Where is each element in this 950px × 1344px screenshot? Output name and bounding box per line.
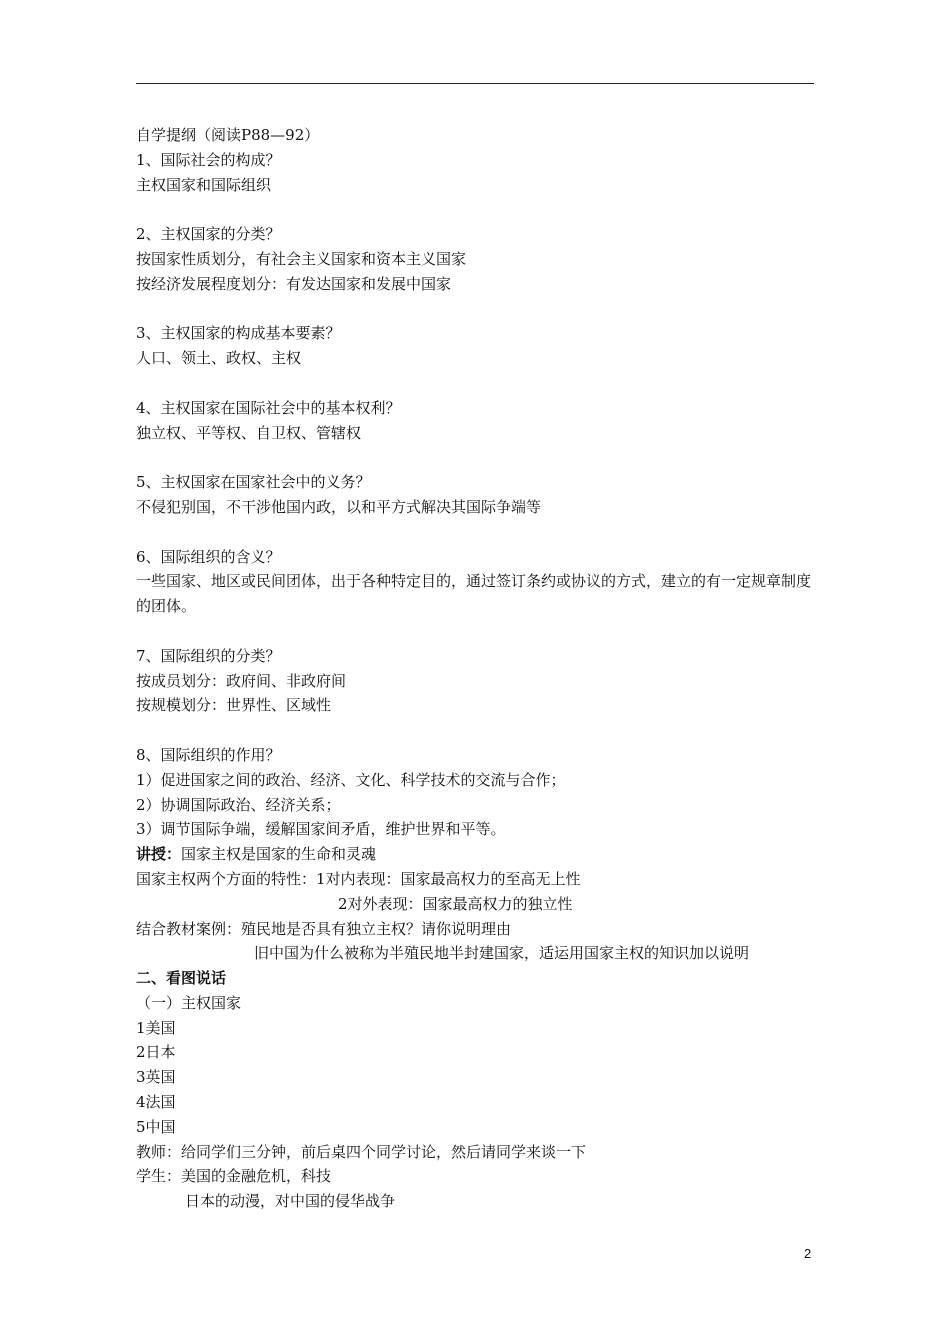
question-5: 5、主权国家在国家社会中的义务？ [136, 473, 371, 492]
country-item-2: 2日本 [136, 1043, 176, 1062]
student-line-1: 学生：美国的金融危机，科技 [136, 1167, 332, 1186]
question-8: 8、国际组织的作用？ [136, 745, 281, 764]
answer-6: 一些国家、地区或民间团体，出于各种特定目的，通过签订条约或协议的方式，建立的有一定规章制度的团体。 [136, 572, 812, 616]
question-2: 2、主权国家的分类？ [136, 225, 281, 244]
country-item-5: 5中国 [136, 1117, 176, 1136]
answer-7b: 按规模划分：世界性、区域性 [136, 696, 332, 715]
outline-heading: 自学提纲（阅读P88—92） [136, 126, 320, 144]
case-question-1: 结合教材案例：殖民地是否具有独立主权？请你说明理由 [136, 919, 512, 938]
answer-1: 主权国家和国际组织 [136, 175, 272, 194]
answer-8b: 2）协调国际政治、经济关系； [136, 795, 341, 814]
lecture-label: 讲授： [136, 845, 182, 864]
lecture-text: 国家主权是国家的生命和灵魂 [181, 845, 377, 864]
page-number: 2 [804, 1246, 812, 1261]
answer-2a: 按国家性质划分，有社会主义国家和资本主义国家 [136, 249, 467, 268]
answer-7a: 按成员划分：政府间、非政府间 [136, 671, 347, 690]
section-2-heading: 二、看图说话 [136, 969, 227, 988]
document-body [136, 123, 818, 1214]
country-item-4: 4法国 [136, 1093, 176, 1112]
question-4: 4、主权国家在国际社会中的基本权利？ [136, 398, 401, 417]
answer-8a: 1）促进国家之间的政治、经济、文化、科学技术的交流与合作； [136, 770, 566, 789]
question-3: 3、主权国家的构成基本要素？ [136, 324, 341, 343]
question-7: 7、国际组织的分类？ [136, 646, 281, 665]
answer-5: 不侵犯别国，不干涉他国内政，以和平方式解决其国际争端等 [136, 497, 542, 516]
answer-2b: 按经济发展程度划分：有发达国家和发展中国家 [136, 274, 452, 293]
sovereignty-feature-2: 2对外表现：国家最高权力的独立性 [338, 894, 573, 913]
header-rule [136, 83, 814, 84]
answer-4: 独立权、平等权、自卫权、管辖权 [136, 423, 362, 442]
sovereignty-feature-1: 国家主权两个方面的特性：1对内表现：国家最高权力的至高无上性 [136, 869, 581, 888]
country-item-3: 3英国 [136, 1068, 176, 1087]
answer-3: 人口、领土、政权、主权 [136, 349, 302, 368]
teacher-line: 教师：给同学们三分钟，前后桌四个同学讨论，然后请同学来谈一下 [136, 1142, 587, 1161]
case-question-2: 旧中国为什么被称为半殖民地半封建国家，适运用国家主权的知识加以说明 [254, 944, 750, 963]
answer-8c: 3）调节国际争端，缓解国家间矛盾，维护世界和平等。 [136, 820, 506, 839]
question-6: 6、国际组织的含义？ [136, 547, 281, 566]
student-line-2: 日本的动漫，对中国的侵华战争 [185, 1192, 396, 1211]
country-item-1: 1美国 [136, 1018, 176, 1037]
subsection-heading: （一）主权国家 [136, 993, 242, 1012]
lecture-line [136, 842, 818, 867]
question-1: 1、国际社会的构成？ [136, 150, 281, 169]
